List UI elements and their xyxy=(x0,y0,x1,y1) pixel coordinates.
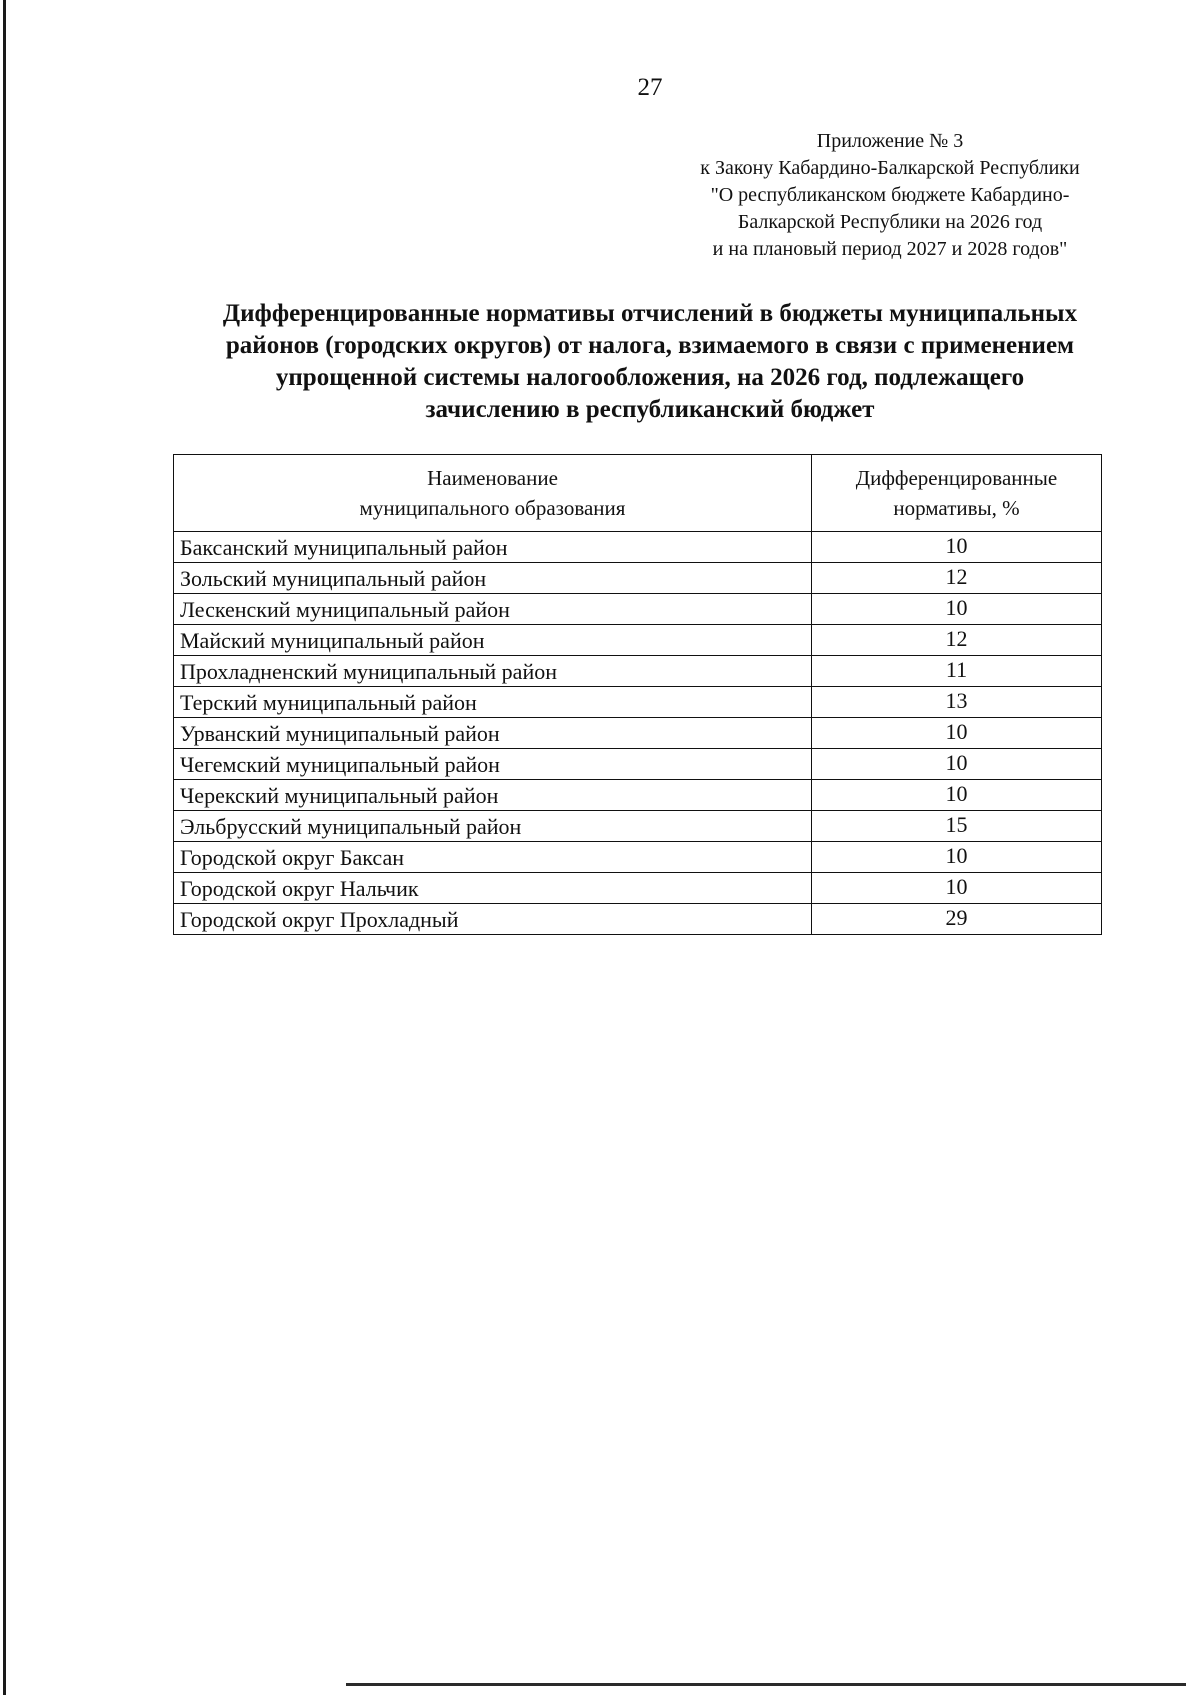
municipality-name: Баксанский муниципальный район xyxy=(174,532,812,563)
normative-value: 11 xyxy=(812,656,1102,687)
title-line: зачислению в республиканский бюджет xyxy=(425,396,875,423)
municipality-name: Урванский муниципальный район xyxy=(174,718,812,749)
normative-value: 10 xyxy=(812,532,1102,563)
table-row xyxy=(174,532,1102,563)
table-row xyxy=(174,687,1102,718)
table-row xyxy=(174,749,1102,780)
normative-value: 13 xyxy=(812,687,1102,718)
appendix-line: к Закону Кабардино-Балкарской Республики xyxy=(700,157,1080,179)
municipality-name: Майский муниципальный район xyxy=(174,625,812,656)
normatives-table xyxy=(173,454,1102,935)
column-header-name xyxy=(174,455,812,532)
document-title xyxy=(150,298,1150,426)
title-line: упрощенной системы налогообложения, на 2026 год, подлежащего xyxy=(275,364,1025,391)
municipality-name: Черекский муниципальный район xyxy=(174,780,812,811)
column-header-name-line: муниципального образования xyxy=(359,496,626,520)
column-header-name-line: Наименование xyxy=(427,466,558,490)
municipality-name: Эльбрусский муниципальный район xyxy=(174,811,812,842)
municipality-name: Городской округ Баксан xyxy=(174,842,812,873)
normative-value: 10 xyxy=(812,749,1102,780)
appendix-line: Балкарской Республики на 2026 год xyxy=(737,211,1043,233)
municipality-name: Терский муниципальный район xyxy=(174,687,812,718)
table-row xyxy=(174,656,1102,687)
table-row xyxy=(174,718,1102,749)
municipality-name: Чегемский муниципальный район xyxy=(174,749,812,780)
normative-value: 10 xyxy=(812,780,1102,811)
appendix-line: Приложение № 3 xyxy=(816,130,964,152)
table-row xyxy=(174,842,1102,873)
municipality-name: Лескенский муниципальный район xyxy=(174,594,812,625)
table-row xyxy=(174,780,1102,811)
appendix-reference xyxy=(620,128,1160,263)
municipality-name: Зольский муниципальный район xyxy=(174,563,812,594)
table-row xyxy=(174,594,1102,625)
normative-value: 12 xyxy=(812,563,1102,594)
title-line: районов (городских округов) от налога, взимаемого в связи с применением xyxy=(225,332,1075,359)
appendix-line: и на плановый период 2027 и 2028 годов" xyxy=(712,238,1068,260)
normative-value: 15 xyxy=(812,811,1102,842)
normative-value: 12 xyxy=(812,625,1102,656)
column-header-value-line: Дифференцированные xyxy=(855,466,1058,490)
column-header-value xyxy=(812,455,1102,532)
normative-value: 10 xyxy=(812,842,1102,873)
scan-edge-left xyxy=(3,0,6,1695)
normative-value: 10 xyxy=(812,873,1102,904)
normative-value: 10 xyxy=(812,718,1102,749)
municipality-name: Городской округ Нальчик xyxy=(174,873,812,904)
table-header-row xyxy=(174,455,1102,532)
municipality-name: Городской округ Прохладный xyxy=(174,904,812,935)
appendix-line: "О республиканском бюджете Кабардино- xyxy=(710,184,1070,206)
column-header-value-line: нормативы, % xyxy=(893,496,1020,520)
scan-edge-bottom xyxy=(346,1683,1186,1686)
table-row xyxy=(174,904,1102,935)
table-row xyxy=(174,873,1102,904)
table-row xyxy=(174,625,1102,656)
normatives-table-container xyxy=(173,454,1101,935)
page-number: 27 xyxy=(637,74,663,101)
table-row xyxy=(174,563,1102,594)
municipality-name: Прохладненский муниципальный район xyxy=(174,656,812,687)
table-row xyxy=(174,811,1102,842)
title-line: Дифференцированные нормативы отчислений в бюджеты муниципальных xyxy=(222,300,1078,327)
normative-value: 29 xyxy=(812,904,1102,935)
normative-value: 10 xyxy=(812,594,1102,625)
